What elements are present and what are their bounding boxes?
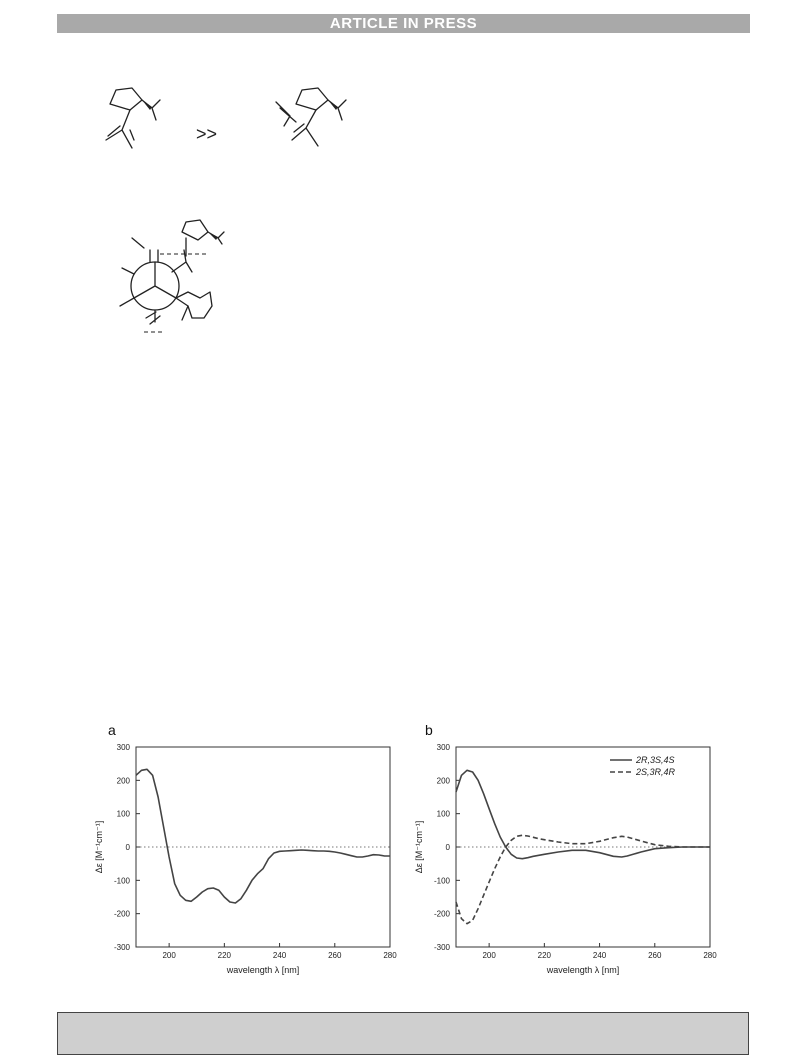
y-tick-label: -200 xyxy=(113,909,130,919)
x-tick-label: 220 xyxy=(537,951,552,960)
x-tick-label: 280 xyxy=(703,951,717,960)
x-tick-label: 220 xyxy=(217,951,232,960)
y-tick-label: 0 xyxy=(125,843,130,852)
x-tick-label: 260 xyxy=(648,951,662,960)
series-line-2s-3r-4r xyxy=(456,835,710,923)
chemical-structures-scheme xyxy=(0,0,793,360)
legend-label: 2S,3R,4R xyxy=(636,767,676,777)
cd-spectrum-chart-b xyxy=(400,735,720,990)
y-tick-label: 200 xyxy=(116,776,130,786)
footer-gray-box xyxy=(57,1012,749,1055)
y-axis-label: Δε [M⁻¹cm⁻¹] xyxy=(94,820,104,874)
series-line-2r-3s-4s xyxy=(456,770,710,858)
x-tick-label: 200 xyxy=(482,951,496,960)
series-line-a-0 xyxy=(136,769,390,903)
plot-frame xyxy=(136,747,390,947)
x-tick-label: 260 xyxy=(328,951,342,960)
comparison-symbol: >> xyxy=(196,124,218,144)
x-axis-label: wavelength λ [nm] xyxy=(226,965,300,975)
y-tick-label: -300 xyxy=(113,943,130,952)
y-tick-label: -100 xyxy=(433,876,450,886)
article-in-press-banner: ARTICLE IN PRESS xyxy=(57,14,750,33)
x-tick-label: 240 xyxy=(592,951,607,960)
y-axis-label: Δε [M⁻¹cm⁻¹] xyxy=(414,820,424,874)
x-tick-label: 280 xyxy=(383,951,397,960)
panel-a-label: a xyxy=(108,722,116,738)
pyrrolidine-ring-right xyxy=(296,88,328,110)
y-tick-label: 300 xyxy=(116,743,130,752)
y-tick-label: 100 xyxy=(436,809,450,819)
y-tick-label: -200 xyxy=(433,909,450,919)
cd-spectrum-chart-a xyxy=(80,735,400,990)
y-tick-label: 0 xyxy=(445,843,450,852)
y-tick-label: 200 xyxy=(436,776,450,786)
y-tick-label: -300 xyxy=(433,943,450,952)
y-tick-label: -100 xyxy=(113,876,130,886)
panel-b-label: b xyxy=(425,722,433,738)
y-tick-label: 100 xyxy=(116,809,130,819)
x-tick-label: 200 xyxy=(162,951,176,960)
x-tick-label: 240 xyxy=(272,951,287,960)
pyrrolidine-ring-left xyxy=(110,88,142,110)
x-axis-label: wavelength λ [nm] xyxy=(546,965,620,975)
legend-label: 2R,3S,4S xyxy=(636,755,675,765)
y-tick-label: 300 xyxy=(436,743,450,752)
